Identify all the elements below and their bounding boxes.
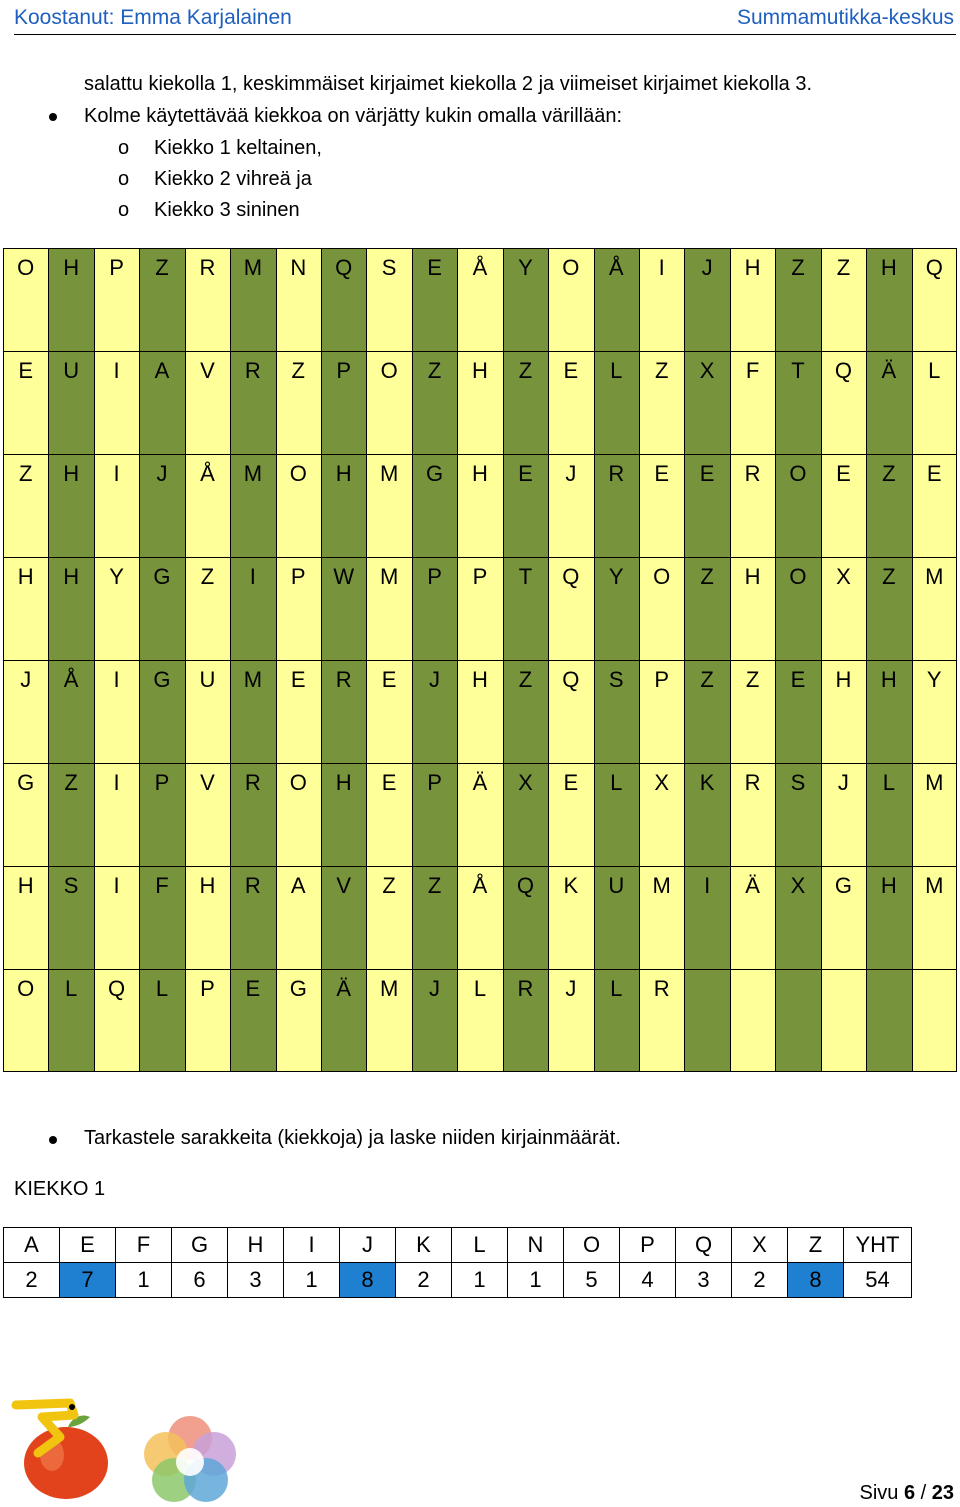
grid-letter: S [790,770,806,795]
grid-letter: E [245,976,261,1001]
grid-letter: P [290,564,306,589]
grid-letter: E [290,667,306,692]
grid-letter: Z [791,255,805,280]
sub-bullet-marker: o [118,137,130,159]
page-label: Sivu [859,1482,904,1504]
grid-line [3,351,957,352]
grid-letter: G [289,976,307,1001]
letter-header-cell: H [228,1228,284,1263]
page-sep: / [915,1482,932,1504]
grid-letter: F [745,358,760,383]
grid-letter: M [243,461,263,486]
grid-letter: A [290,873,306,898]
table-row [4,1263,912,1298]
grid-letter: L [610,976,623,1001]
sub-item-1: Kiekko 1 keltainen, [154,137,322,159]
grid-letter: M [379,564,399,589]
current-page: 6 [903,1482,916,1504]
grid-letter: R [244,770,261,795]
grid-letter: T [791,358,805,383]
letter-header-cell: X [732,1228,788,1263]
letter-header-cell: A [4,1228,60,1263]
letter-count-cell: 2 [732,1263,788,1298]
grid-letter: X [790,873,806,898]
grid-letter: G [153,564,171,589]
grid-letter: L [928,358,941,383]
grid-letter: U [608,873,625,898]
grid-letter: R [744,461,761,486]
org-text: Summamutikka-keskus [736,6,954,29]
grid-letter: M [925,770,944,795]
grid-letter: R [199,255,216,280]
grid-letter: Ä [472,770,488,795]
grid-letter: K [563,873,579,898]
grid-line [3,866,957,867]
grid-letter: P [427,564,442,589]
grid-letter: Z [382,873,396,898]
grid-letter: S [608,667,624,692]
grid-letter: Y [109,564,124,589]
letter-count-cell: 1 [284,1263,340,1298]
grid-letter: Z [700,564,714,589]
grid-letter: E [427,255,442,280]
letter-header-cell: Z [788,1228,844,1263]
page-header [14,4,956,35]
grid-letter: K [699,770,715,795]
grid-letter: E [518,461,533,486]
grid-letter: E [926,461,942,486]
grid-letter: H [335,770,352,795]
letter-header-cell: E [60,1228,116,1263]
letter-header-cell: G [172,1228,228,1263]
grid-letter: R [653,976,670,1001]
grid-letter: G [834,873,852,898]
grid-letter: W [333,564,355,589]
grid-letter: Z [882,461,896,486]
grid-letter: R [244,358,261,383]
grid-letter: H [472,461,488,486]
grid-line [3,969,957,970]
author-text: Koostanut: Emma Karjalainen [14,6,292,29]
letter-header-cell: I [284,1228,340,1263]
bullet-icon [49,113,57,121]
grid-letter: E [563,770,579,795]
letter-count-cell: 1 [116,1263,172,1298]
grid-letter: V [336,873,352,898]
grid-letter: I [658,255,665,280]
grid-letter: Q [107,976,126,1001]
grid-letter: R [335,667,352,692]
letter-count-cell: 8 [340,1263,396,1298]
grid-letter: X [699,358,715,383]
letter-count-cell: 6 [172,1263,228,1298]
grid-letter: M [925,564,944,589]
grid-letter: J [156,461,168,486]
sub-item-2: Kiekko 2 vihreä ja [154,168,312,190]
grid-letter: R [608,461,625,486]
grid-letter: H [880,667,897,692]
grid-letter: E [381,667,397,692]
letter-header-cell: Q [676,1228,732,1263]
grid-letter: Z [700,667,714,692]
grid-letter: M [379,461,399,486]
grid-letter: O [653,564,671,589]
grid-letter: Å [200,461,215,486]
grid-letter: I [113,358,120,383]
grid-letter: O [17,976,35,1001]
grid-letter: X [836,564,851,589]
grid-letter: Y [926,667,942,692]
grid-letter: M [652,873,671,898]
grid-letter: S [381,255,397,280]
grid-letter: L [610,770,623,795]
grid-letter: Y [518,255,533,280]
letter-header-cell: J [340,1228,396,1263]
letter-count-cell: 3 [228,1263,284,1298]
grid-letter: H [880,255,897,280]
grid-letter: Å [608,255,624,280]
grid-letter: J [837,770,849,795]
letter-count-cell: 7 [60,1263,116,1298]
grid-letter: L [610,358,623,383]
grid-line [3,454,957,455]
grid-letter: P [200,976,215,1001]
letter-header-cell: P [620,1228,676,1263]
grid-letter: Ä [745,873,760,898]
grid-letter: P [654,667,670,692]
grid-letter: O [289,461,307,486]
letter-count-cell: 2 [396,1263,452,1298]
grid-letter: X [518,770,533,795]
grid-letter: H [63,461,80,486]
grid-letter: Z [427,358,442,383]
grid-letter: G [17,770,35,795]
grid-letter: P [109,255,124,280]
letter-count-cell: 1 [508,1263,564,1298]
grid-letter: I [704,873,711,898]
grid-letter: Q [516,873,534,898]
letter-header-cell: L [452,1228,508,1263]
grid-letter: G [153,667,171,692]
sub-bullet-marker: o [118,199,130,221]
grid-letter: I [113,873,120,898]
grid-letter: Z [745,667,760,692]
grid-letter: Z [155,255,169,280]
grid-letter: H [335,461,352,486]
grid-letter: O [380,358,398,383]
grid-letter: Ä [336,976,352,1001]
letter-header-cell: YHT [844,1228,912,1263]
grid-letter: N [290,255,307,280]
grid-letter: O [289,770,307,795]
letter-count-cell: 54 [844,1263,912,1298]
summamutikka-apple-logo [8,1393,120,1501]
grid-letter: Q [925,255,943,280]
grid-letter: L [155,976,169,1001]
grid-letter: G [425,461,444,486]
grid-letter: Z [654,358,669,383]
grid-letter: H [744,564,761,589]
grid-letter: V [200,770,215,795]
grid-letter: Q [335,255,353,280]
grid-letter: Å [472,873,488,898]
grid-letter: E [654,461,670,486]
grid-letter: L [473,976,487,1001]
grid-letter: H [199,873,216,898]
grid-letter: M [925,873,944,898]
grid-letter: E [699,461,715,486]
grid-letter: I [113,461,120,486]
grid-letter: J [429,976,441,1001]
grid-letter: E [790,667,806,692]
bullet-icon [49,1136,57,1144]
letter-count-cell: 1 [452,1263,508,1298]
grid-letter: I [249,564,256,589]
grid-letter: Z [427,873,442,898]
grid-letter: H [472,358,488,383]
grid-letter: S [63,873,79,898]
letter-count-cell: 3 [676,1263,732,1298]
grid-letter: J [20,667,32,692]
grid-letter: U [199,667,216,692]
intro-bullet: Kolme käytettävää kiekkoa on värjätty kukin omalla värillään: [84,105,623,127]
grid-letter: Y [608,564,624,589]
letter-header-cell: F [116,1228,172,1263]
grid-letter: J [701,255,713,280]
grid-line [3,248,957,249]
grid-letter: O [789,461,807,486]
letter-header-cell: K [396,1228,452,1263]
intro-line: salattu kiekolla 1, keskimmäiset kirjaimet kiekolla 2 ja viimeiset kirjaimet kiekolla 3. [84,73,813,95]
letter-count-cell: 5 [564,1263,620,1298]
grid-letter: R [244,873,261,898]
grid-letter: J [565,976,577,1001]
grid-letter: F [155,873,169,898]
task-instruction: Tarkastele sarakkeita (kiekkoja) ja laske niiden kirjainmäärät. [84,1127,621,1149]
letter-count-table [3,1227,912,1298]
grid-letter: H [744,255,761,280]
disc-label: KIEKKO 1 [14,1178,106,1200]
grid-letter: Å [63,667,79,692]
flower-icon [144,1416,236,1502]
grid-letter: H [835,667,852,692]
grid-letter: Z [882,564,896,589]
grid-letter: Z [291,358,305,383]
grid-letter: A [154,358,170,383]
grid-letter: U [63,358,80,383]
grid-letter: X [654,770,670,795]
grid-letter: H [17,564,34,589]
grid-letter: L [65,976,78,1001]
sub-item-3: Kiekko 3 sininen [154,199,300,221]
grid-letter: J [429,667,441,692]
grid-letter: E [381,770,397,795]
grid-letter: P [427,770,442,795]
letter-count-cell: 8 [788,1263,844,1298]
grid-letter: P [154,770,170,795]
grid-letter: M [243,255,263,280]
grid-line [3,557,957,558]
grid-line [3,1071,957,1072]
grid-letter: P [336,358,352,383]
grid-letter: M [379,976,399,1001]
grid-letter: H [472,667,488,692]
grid-letter: O [17,255,35,280]
sub-bullet-marker: o [118,168,130,190]
flower-logo [136,1412,244,1504]
grid-letter: Z [518,358,533,383]
grid-letter: H [63,255,80,280]
page-number [859,1482,954,1505]
grid-letter: R [517,976,534,1001]
grid-line [3,763,957,764]
grid-letter: T [518,564,533,589]
grid-letter: Z [836,255,851,280]
letter-count-cell: 2 [4,1263,60,1298]
letter-count-cell: 4 [620,1263,676,1298]
grid-letter: H [17,873,34,898]
grid-letter: H [880,873,897,898]
table-header-row [4,1228,912,1263]
grid-letter: Å [472,255,488,280]
grid-letter: I [113,770,120,795]
grid-letter: E [836,461,851,486]
grid-letter: P [472,564,488,589]
grid-letter: O [789,564,807,589]
grid-letter: E [18,358,34,383]
grid-letter: J [565,461,577,486]
grid-letter: Z [518,667,533,692]
grid-letter: Z [200,564,215,589]
letter-header-cell: N [508,1228,564,1263]
grid-letter: Ä [881,358,897,383]
grid-letter: M [243,667,263,692]
grid-letter: I [113,667,120,692]
grid-letter: Q [834,358,852,383]
cipher-letter-grid [3,248,957,1072]
grid-letter: Q [562,667,580,692]
grid-letter: Q [562,564,580,589]
grid-letter: R [744,770,761,795]
grid-letter: V [200,358,215,383]
grid-line [3,660,957,661]
letter-header-cell: O [564,1228,620,1263]
grid-letter: L [882,770,895,795]
total-pages: 23 [931,1482,954,1504]
grid-letter: H [63,564,80,589]
grid-letter: E [563,358,579,383]
grid-letter: O [562,255,580,280]
grid-letter: Z [18,461,33,486]
grid-letter: Z [64,770,78,795]
